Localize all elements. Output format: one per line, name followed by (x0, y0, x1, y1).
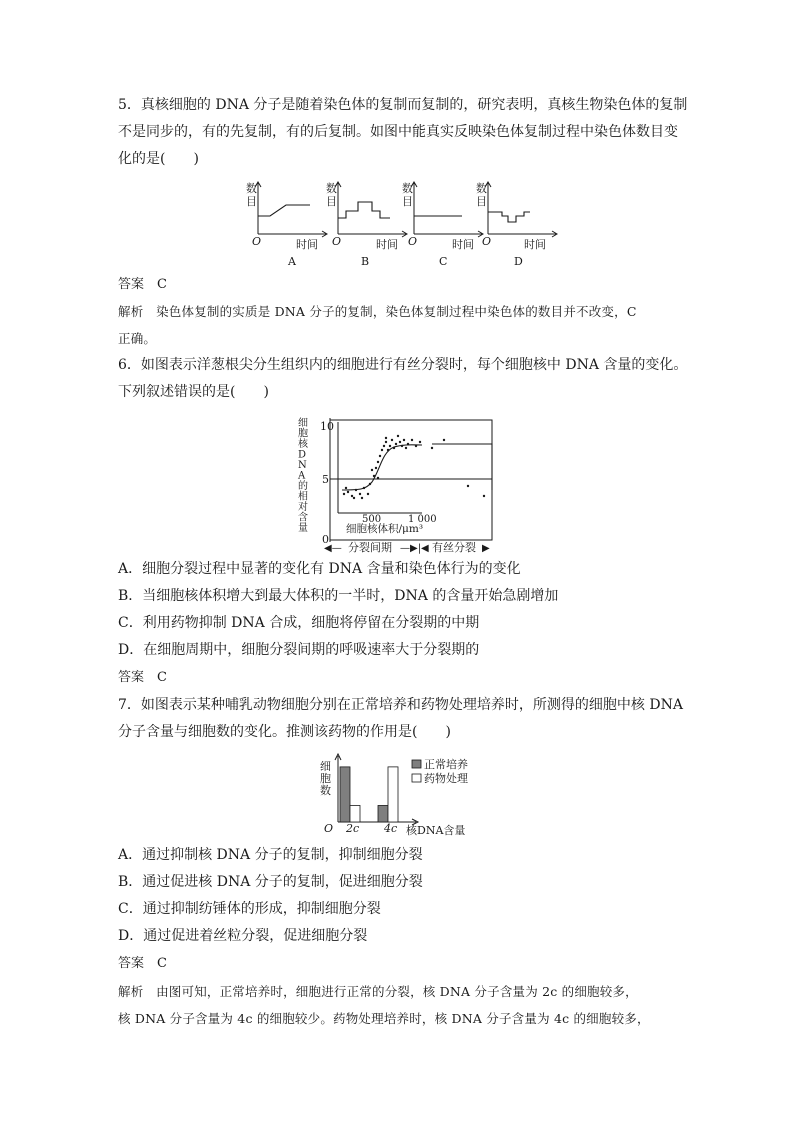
q6-scatter-point (347, 491, 349, 493)
q7-xlabel: 核DNA含量 (406, 824, 466, 837)
q7-bar-2c-series1 (350, 805, 360, 822)
q5-b-label: B (361, 255, 370, 268)
q5-c-ylabel-2: 目 (402, 195, 413, 208)
q7-xtick-4c: 4c (384, 822, 398, 835)
q6-xtick-1000: 1 000 (408, 514, 437, 525)
q6-scatter-point (443, 439, 445, 441)
q5-figure (240, 178, 560, 270)
q6-ytick-5: 5 (322, 473, 329, 486)
q6-scatter-point (415, 445, 417, 447)
q6-scatter-point (351, 495, 353, 497)
q5-b-origin: O (332, 235, 342, 248)
q6-scatter-point (375, 467, 377, 469)
q6-scatter-point (383, 445, 385, 447)
q5-b-xlabel: 时间 (376, 238, 398, 251)
q6-scatter-point (377, 461, 379, 463)
q5-d-ylabel-2: 目 (476, 195, 487, 208)
q6-scatter-point (397, 435, 399, 437)
q5-b-ylabel-1: 数 (326, 182, 337, 195)
q6-scatter-point (385, 441, 387, 443)
q6-scatter-point (467, 485, 469, 487)
q6-scatter-point (389, 445, 391, 447)
q5-stem-line2: 不是同步的，有的先复制，有的后复制。如图中能真实反映染色体复制过程中染色体数目变 (118, 124, 678, 140)
ylabel-char: 数 (320, 784, 331, 797)
ylabel-char: 胞 (320, 772, 331, 785)
ylabel-char: 相 (298, 491, 308, 503)
q5-stem-line3: 化的是( ) (118, 151, 199, 167)
q6-stem-line1: 6．如图表示洋葱根尖分生组织内的细胞进行有丝分裂时，每个细胞核中 DNA 含量的变化。 (118, 357, 688, 373)
q7-option-a: A．通过抑制核 DNA 分子的复制，抑制细胞分裂 (118, 847, 423, 863)
q7-legend-normal: 正常培养 (424, 758, 468, 771)
q5-b-curve (338, 202, 390, 218)
q6-scatter-point (419, 441, 421, 443)
q5-c-xlabel: 时间 (452, 238, 474, 251)
q5-panel-c (402, 181, 483, 268)
q6-option-a: A．细胞分裂过程中显著的变化有 DNA 含量和染色体行为的变化 (118, 561, 521, 577)
q7-option-d: D．通过促进着丝粒分裂，促进细胞分裂 (118, 928, 368, 944)
q6-scatter-point (411, 439, 413, 441)
q6-option-c: C．利用药物抑制 DNA 合成，细胞将停留在分裂期的中期 (118, 615, 480, 631)
q6-xtick-500: 500 (362, 514, 382, 525)
q6-scatter-point (385, 437, 387, 439)
ylabel-char: 细 (320, 760, 331, 773)
q6-phase-arrow-right: ▶ (482, 543, 490, 554)
q6-phase-arrow-left: ◀— (324, 543, 342, 554)
q6-scatter-point (367, 493, 369, 495)
q5-d-xlabel: 时间 (524, 238, 546, 251)
ylabel-char: 量 (298, 523, 308, 534)
q6-ylabel (297, 417, 309, 534)
ylabel-char: 核 (298, 439, 308, 450)
q6-scatter-point (393, 447, 395, 449)
q5-a-ylabel-1: 数 (246, 182, 257, 195)
q7-bars (340, 767, 398, 822)
q6-scatter-point (373, 475, 375, 477)
ylabel-char: A (298, 470, 306, 482)
q6-phase-mitosis: 有丝分裂 (432, 541, 476, 554)
q6-sigmoid-curve (342, 445, 422, 490)
q7-xtick-2c: 2c (346, 822, 360, 835)
q5-panel-b (326, 181, 407, 268)
q5-c-label: C (439, 255, 448, 268)
q6-scatter-point (391, 439, 393, 441)
q7-legend-swatch-drug (412, 774, 421, 782)
q7-bar-4c-series1 (388, 767, 398, 822)
q5-a-xlabel: 时间 (296, 238, 318, 251)
q5-d-ylabel-1: 数 (476, 182, 487, 195)
q5-a-origin: O (252, 235, 262, 248)
q5-a-label: A (288, 255, 296, 268)
q6-scatter-point (399, 441, 401, 443)
ylabel-char: N (298, 460, 307, 471)
ylabel-char: 细 (298, 418, 308, 429)
q6-scatter-point (407, 443, 409, 445)
q7-option-c: C．通过抑制纺锤体的形成，抑制细胞分裂 (118, 901, 381, 917)
q6-answer: 答案 C (118, 670, 167, 685)
q5-d-curve (488, 212, 530, 222)
q6-option-d: D．在细胞周期中，细胞分裂间期的呼吸速率大于分裂期的 (118, 642, 480, 658)
q5-answer: 答案 C (118, 277, 167, 292)
q6-scatter-point (359, 493, 361, 495)
q6-chart (282, 410, 502, 558)
q6-scatter-point (403, 439, 405, 441)
q6-scatter-point (377, 477, 379, 479)
q6-phase-arrow-mid: —▶|◀ (400, 543, 429, 554)
q6-scatter-point (369, 483, 371, 485)
q7-origin: O (324, 822, 334, 835)
q7-analysis-line2: 核 DNA 分子含量为 4c 的细胞较少。药物处理培养时，核 DNA 分子含量为 4c 的细胞较多， (118, 1011, 650, 1026)
q7-option-b: B．通过促进核 DNA 分子的复制，促进细胞分裂 (118, 874, 423, 890)
q5-stem-line1: 5．真核细胞的 DNA 分子是随着染色体的复制而复制的，研究表明，真核生物染色体的复制 (118, 97, 688, 113)
q6-phase-interphase: 分裂间期 (348, 541, 392, 554)
q6-scatter-point (395, 443, 397, 445)
q6-scatter-point (483, 495, 485, 497)
ylabel-char: 含 (298, 512, 308, 524)
q5-a-curve (258, 205, 310, 216)
q6-scatter-point (387, 449, 389, 451)
q6-scatter-point (381, 449, 383, 451)
q6-scatter-point (363, 487, 365, 489)
q7-chart (312, 752, 482, 838)
q7-answer: 答案 C (118, 956, 167, 971)
q5-panel-d (476, 181, 557, 268)
q7-legend-drug: 药物处理 (424, 772, 468, 785)
q6-scatter-point (355, 489, 357, 491)
q6-scatter-point (343, 493, 345, 495)
q6-scatter-point (401, 445, 403, 447)
q6-scatter-point (379, 455, 381, 457)
q5-panel-a (246, 181, 327, 268)
ylabel-char: 胞 (298, 428, 308, 440)
q5-analysis-line2: 正确。 (118, 331, 157, 346)
q7-bar-2c-series0 (340, 767, 350, 822)
q5-d-label: D (514, 255, 523, 268)
q5-a-ylabel-2: 目 (246, 195, 257, 208)
q5-d-origin: O (482, 235, 492, 248)
q6-level-8-line (432, 444, 492, 490)
q7-analysis-line1: 解析 由图可知，正常培养时，细胞进行正常的分裂，核 DNA 分子含量为 2c 的细胞较多， (118, 984, 638, 999)
q6-scatter-point (353, 497, 355, 499)
q6-ytick-0: 0 (322, 533, 329, 546)
q6-ytick-10: 10 (320, 420, 334, 433)
q6-scatter-point (345, 487, 347, 489)
q6-scatter-point (405, 447, 407, 449)
q5-c-origin: O (408, 235, 418, 248)
q5-c-ylabel-1: 数 (402, 182, 413, 195)
q6-xlabel: 细胞核体积/μm³ (346, 523, 424, 535)
q6-option-b: B．当细胞核体积增大到最大体积的一半时，DNA 的含量开始急剧增加 (118, 588, 559, 604)
ylabel-char: 的 (298, 481, 308, 492)
q6-scatter-point (431, 447, 433, 449)
q6-stem-line2: 下列叙述错误的是( ) (118, 384, 269, 400)
q7-stem-line1: 7．如图表示某种哺乳动物细胞分别在正常培养和药物处理培养时，所测得的细胞中核 DNA (118, 697, 683, 713)
ylabel-char: 对 (298, 502, 308, 513)
q7-legend-swatch-normal (412, 760, 421, 768)
q5-analysis-line1: 解析 染色体复制的实质是 DNA 分子的复制，染色体复制过程中染色体的数目并不改变，C (118, 304, 637, 319)
q7-bar-4c-series0 (378, 805, 388, 822)
ylabel-char: D (298, 449, 307, 461)
q6-scatter-point (361, 497, 363, 499)
q6-scatter-point (371, 469, 373, 471)
q7-ylabel (320, 760, 331, 797)
q5-b-ylabel-2: 目 (326, 195, 337, 208)
q7-stem-line2: 分子含量与细胞数的变化。推测该药物的作用是( ) (118, 724, 451, 740)
